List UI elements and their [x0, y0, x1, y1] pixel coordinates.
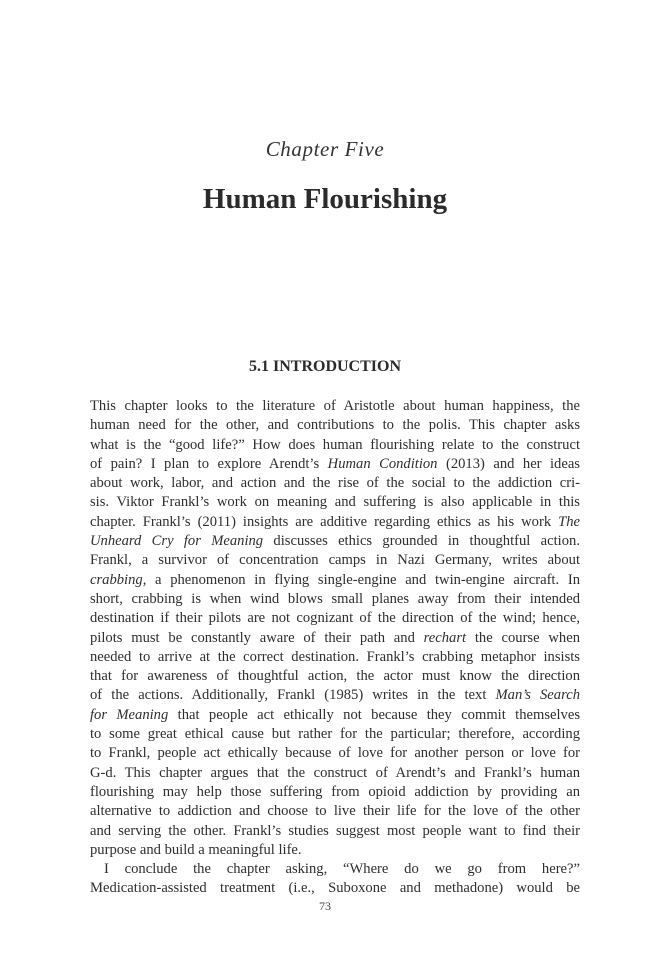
text-segment: of pain? I plan to explore Arendt’s — [90, 455, 328, 472]
italic-text: Human Condition — [327, 455, 438, 472]
text-segment: that people act ethically not because they commit themselves — [168, 706, 580, 723]
text-line — [90, 436, 580, 455]
text-segment: pilots must be constantly aware of their path and — [90, 629, 424, 646]
page-number: 73 — [319, 899, 331, 913]
text-line — [90, 455, 580, 474]
italic-text: The — [558, 513, 580, 530]
text-segment: chapter. Frankl’s (2011) insights are additive regarding ethics as his work — [90, 513, 559, 530]
italic-text: rechart — [423, 629, 467, 646]
text-segment: purpose and build a meaningful life. — [90, 841, 302, 858]
text-line — [90, 629, 580, 648]
chapter-label: Chapter Five — [265, 137, 385, 161]
text-segment: alternative to addiction and choose to live their life for the love of the other — [90, 803, 580, 820]
text-segment: , a phenomenon in flying single-engine and twin-engine aircraft. In — [142, 571, 580, 588]
text-segment: and serving the other. Frankl’s studies suggest most people want to find their — [90, 822, 580, 839]
text-segment: G-d. This chapter argues that the construct of Arendt’s and Frankl’s human — [90, 764, 580, 781]
text-line — [90, 802, 580, 821]
text-line — [90, 764, 580, 783]
text-segment: the course when — [466, 629, 580, 646]
text-segment: to some great ethical cause but rather for the particular; therefore, according — [90, 726, 580, 743]
text-segment: This chapter looks to the literature of Aristotle about human happiness, the — [90, 398, 580, 414]
text-segment: what is the “good life?” How does human flourishing relate to the construct — [90, 436, 580, 453]
italic-text: Man’s Search — [495, 687, 580, 704]
text-line — [90, 532, 580, 551]
text-segment: Medication-assisted treatment (i.e., Suboxone and methadone) would be — [90, 880, 580, 897]
text-line — [90, 860, 580, 879]
text-line — [90, 706, 580, 725]
text-segment: I conclude the chapter asking, “Where do we go from here?” — [104, 861, 580, 878]
text-segment: of the actions. Additionally, Frankl (1985) writes in the text — [90, 687, 496, 704]
text-line — [90, 474, 580, 493]
text-line — [90, 493, 580, 512]
italic-text: Unheard Cry for Meaning — [90, 533, 264, 550]
text-line — [90, 416, 580, 435]
text-line — [90, 397, 580, 416]
text-line — [90, 513, 580, 532]
text-segment: destination if their pilots are not cognizant of the direction of the wind; hence, — [90, 610, 580, 627]
text-segment: Frankl, a survivor of concentration camps in Nazi Germany, writes about — [90, 552, 580, 569]
text-line — [90, 648, 580, 667]
chapter-title: Human Flourishing — [202, 183, 448, 215]
text-line — [90, 879, 580, 898]
text-segment: flourishing may help those suffering from opioid addiction by providing an — [90, 783, 580, 800]
text-segment: that for awareness of thoughtful action, the actor must know the direction — [90, 668, 580, 685]
section-heading: 5.1 INTRODUCTION — [248, 358, 401, 375]
text-segment: sis. Viktor Frankl’s work on meaning and suffering is also applicable in this — [90, 494, 580, 511]
text-line — [90, 609, 580, 628]
text-segment: needed to arrive at the correct destination. Frankl’s crabbing metaphor insists — [90, 648, 580, 665]
text-line — [90, 551, 580, 570]
text-line — [90, 686, 580, 705]
text-segment: to Frankl, people act ethically because of love for another person or love for — [90, 745, 580, 762]
italic-text: crabbing — [90, 571, 143, 588]
text-line — [90, 744, 580, 763]
text-line — [90, 822, 580, 841]
italic-text: for Meaning — [90, 706, 169, 723]
text-line — [90, 667, 580, 686]
text-segment: (2013) and her ideas — [437, 455, 580, 472]
text-segment: short, crabbing is when wind blows small planes away from their intended — [90, 590, 580, 607]
text-line — [90, 590, 580, 609]
text-segment: discusses ethics grounded in thoughtful action. — [263, 533, 580, 550]
text-line — [90, 571, 580, 590]
body-text — [90, 397, 580, 899]
text-line — [90, 725, 580, 744]
text-segment: about work, labor, and action and the rise of the social to the addiction cri- — [90, 475, 580, 492]
text-segment: human need for the other, and contributions to the polis. This chapter asks — [90, 417, 580, 434]
text-line — [90, 841, 580, 860]
text-line — [90, 783, 580, 802]
